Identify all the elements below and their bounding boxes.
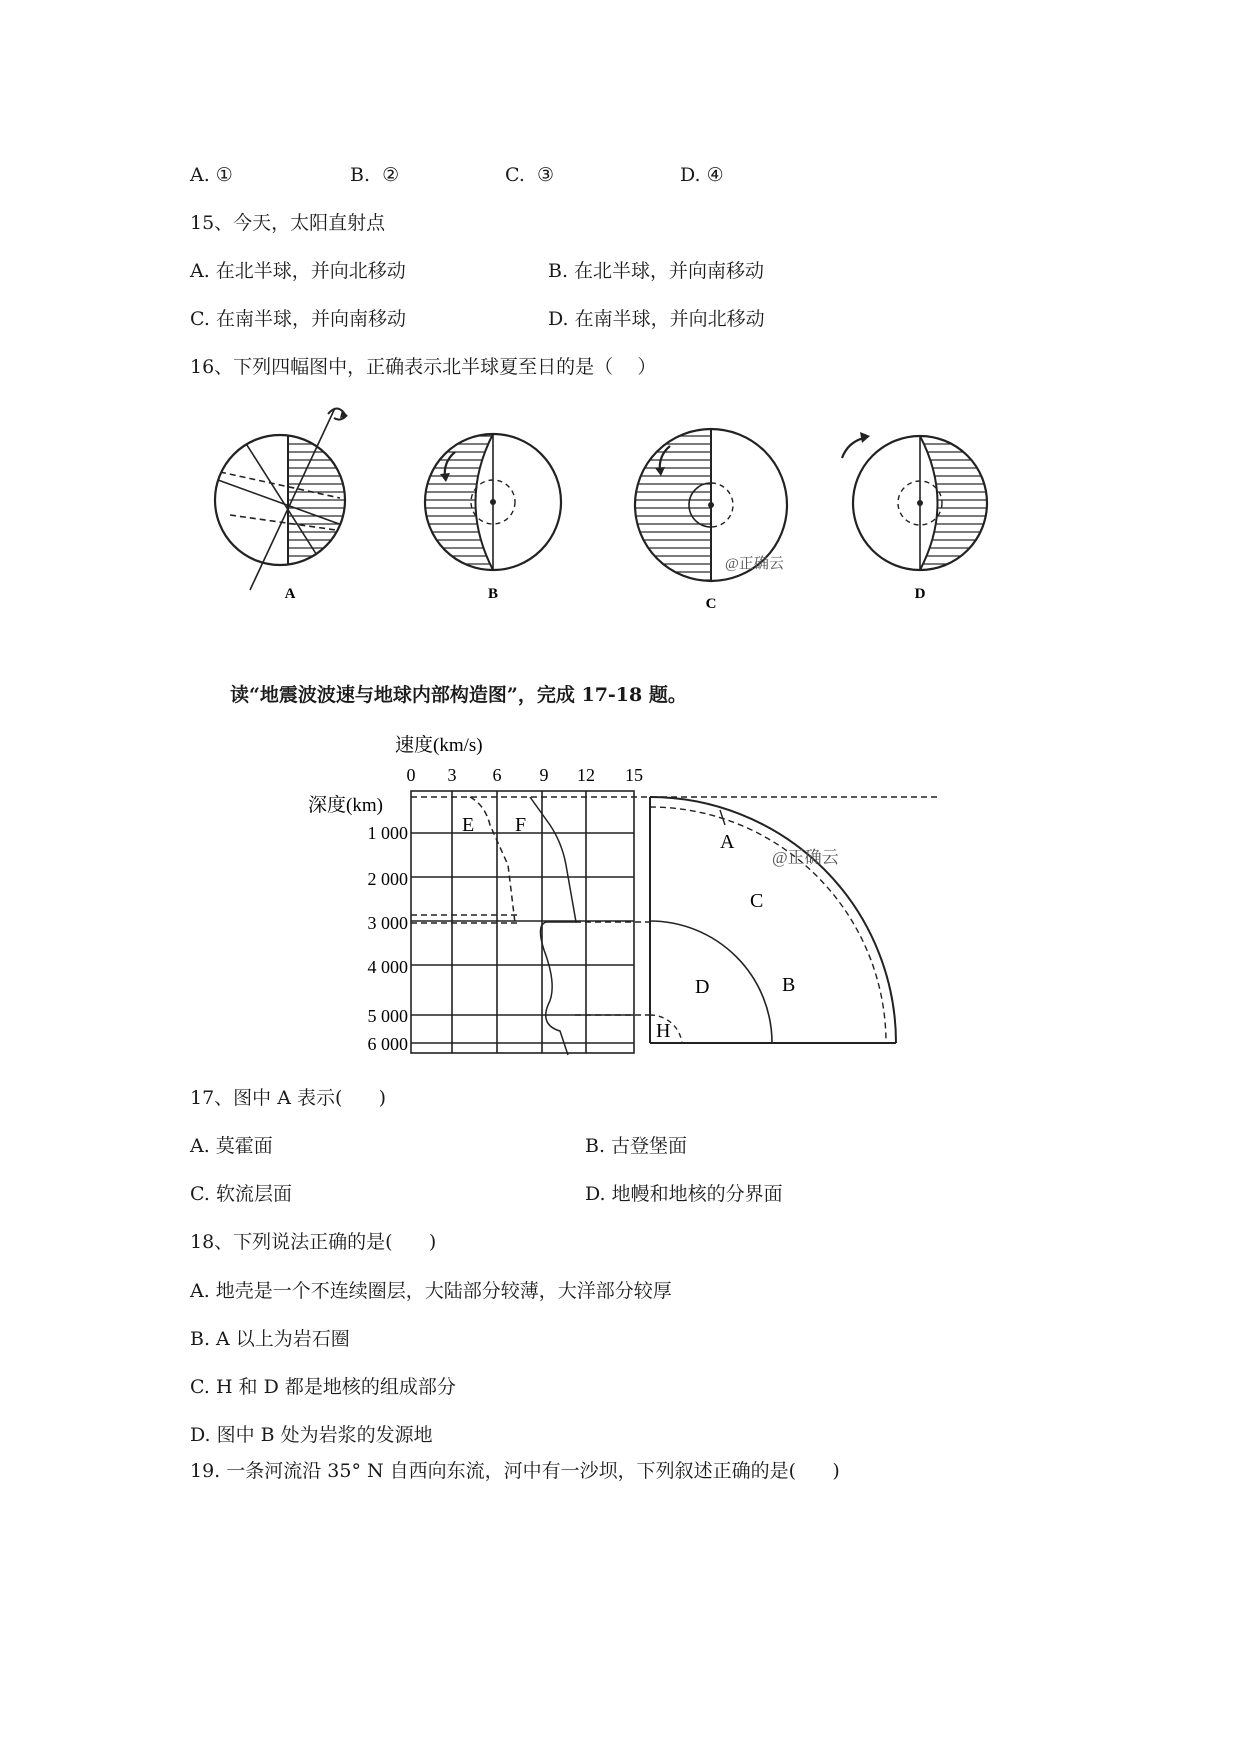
q18-option-b: B. A 以上为岩石圈 xyxy=(190,1328,350,1350)
speed-tick-9: 9 xyxy=(539,765,549,785)
globe-c xyxy=(635,429,787,612)
speed-tick-3: 3 xyxy=(447,765,457,785)
speed-tick-6: 6 xyxy=(492,765,502,785)
q18-option-a: A. 地壳是一个不连续圈层，大陆部分较薄，大洋部分较厚 xyxy=(190,1280,672,1302)
globe-b-label: B xyxy=(487,586,499,602)
depth-tick-5000: 5 000 xyxy=(367,1006,408,1026)
q17-option-a: A. 莫霍面 xyxy=(190,1135,273,1157)
q15-option-d: D. 在南半球，并向北移动 xyxy=(548,308,765,330)
depth-tick-3000: 3 000 xyxy=(367,913,408,933)
depth-tick-6000: 6 000 xyxy=(367,1034,408,1054)
q15-option-c: C. 在南半球，并向南移动 xyxy=(190,308,406,330)
seismic-structure-figure xyxy=(300,725,940,1070)
speed-tick-12: 12 xyxy=(577,765,595,785)
layer-label-h: H xyxy=(656,1020,671,1042)
speed-tick-15: 15 xyxy=(625,765,643,785)
depth-axis-label: 深度(km) xyxy=(308,795,383,816)
watermark-1: @正确云 xyxy=(725,556,784,572)
q18-option-d: D. 图中 B 处为岩浆的发源地 xyxy=(190,1424,433,1446)
q14-option-d: D. ④ xyxy=(680,164,724,186)
depth-tick-2000: 2 000 xyxy=(367,869,408,889)
depth-tick-1000: 1 000 xyxy=(367,823,408,843)
globe-c-label: C xyxy=(705,596,717,612)
wave-label-e: E xyxy=(462,814,475,836)
layer-label-a: A xyxy=(720,831,735,853)
globe-a-label: A xyxy=(284,586,296,602)
reading-instruction: 读“地震波波速与地球内部构造图”，完成 17-18 题。 xyxy=(230,684,687,706)
globe-b xyxy=(425,434,561,602)
layer-label-d: D xyxy=(695,976,710,998)
q18-stem: 18、下列说法正确的是( ) xyxy=(190,1231,437,1253)
q17-option-d: D. 地幔和地核的分界面 xyxy=(585,1183,783,1205)
q16-globes-figure xyxy=(200,400,1000,620)
q16-stem: 16、下列四幅图中，正确表示北半球夏至日的是（ ） xyxy=(190,356,657,378)
depth-tick-4000: 4 000 xyxy=(367,957,408,977)
speed-axis-label: 速度(km/s) xyxy=(395,735,483,756)
q17-option-c: C. 软流层面 xyxy=(190,1183,292,1205)
globe-a xyxy=(215,408,358,602)
q15-option-a: A. 在北半球，并向北移动 xyxy=(190,260,406,282)
q18-option-c: C. H 和 D 都是地核的组成部分 xyxy=(190,1376,456,1398)
q19-stem: 19. 一条河流沿 35° N 自西向东流，河中有一沙坝，下列叙述正确的是( ) xyxy=(190,1460,840,1482)
q14-option-c: C. ③ xyxy=(505,164,555,186)
q17-stem: 17、图中 A 表示( ) xyxy=(190,1087,387,1109)
globe-d xyxy=(842,432,987,602)
globe-d-label: D xyxy=(914,586,926,602)
q15-stem: 15、今天，太阳直射点 xyxy=(190,212,386,234)
q14-option-b: B. ② xyxy=(350,164,400,186)
q14-option-a: A. ① xyxy=(190,164,233,186)
wave-label-f: F xyxy=(515,814,527,836)
q15-option-b: B. 在北半球，并向南移动 xyxy=(548,260,765,282)
q17-option-b: B. 古登堡面 xyxy=(585,1135,688,1157)
speed-tick-0: 0 xyxy=(406,765,416,785)
earth-structure-diagram xyxy=(650,797,896,1043)
layer-label-c: C xyxy=(750,890,764,912)
layer-label-b: B xyxy=(782,974,796,996)
watermark-2: @正确云 xyxy=(772,848,839,867)
